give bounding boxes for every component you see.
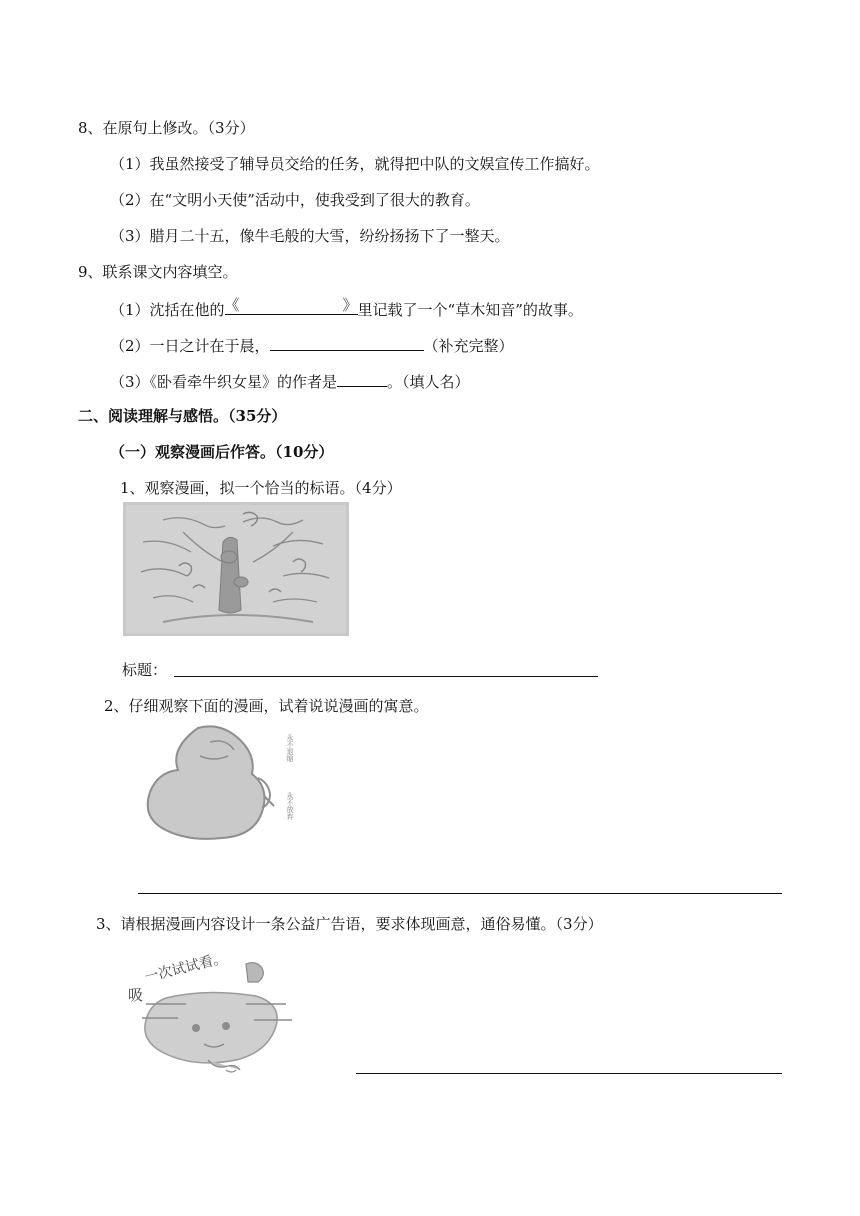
q9-item-3-pre: （3）《卧看牵牛织女星》的作者是 — [110, 373, 338, 391]
book-close-bracket: 》 — [342, 296, 358, 314]
section-2-title: 二、阅读理解与感悟。（35分） — [78, 407, 287, 425]
item-1-prompt: 1、观察漫画，拟一个恰当的标语。（4分） — [120, 479, 402, 497]
item-3-answer-line[interactable] — [356, 1073, 782, 1074]
item-2-prompt: 2、仔细观察下面的漫画，试着说说漫画的寓意。 — [104, 697, 429, 715]
q9-item-3-post: 。（填人名） — [387, 373, 470, 391]
subsection-1-title: （一）观察漫画后作答。（10分） — [110, 443, 334, 461]
q9-item-2 — [110, 334, 514, 356]
title-answer-line[interactable] — [174, 676, 598, 677]
q9-item-2-pre: （2）一日之计在于晨， — [110, 337, 270, 355]
title-answer-row — [122, 660, 167, 680]
cartoon-3-image — [126, 942, 306, 1082]
book-open-bracket: 《 — [224, 296, 240, 314]
item-3-prompt: 3、请根据漫画内容设计一条公益广告语，要求体现画意，通俗易懂。（3分） — [96, 915, 603, 933]
cartoon-2-caption-1: 永不退缩 — [286, 734, 294, 762]
author-blank[interactable] — [337, 370, 387, 387]
item-2-answer-line[interactable] — [138, 893, 782, 894]
cartoon-1-image — [123, 502, 349, 636]
q9-item-1-pre: （1）沈括在他的 — [110, 301, 225, 319]
cartoon-2-caption-2: 永不放弃 — [286, 792, 294, 820]
q8-sentence-2: （2）在“文明小天使”活动中，使我受到了很大的教育。 — [110, 191, 480, 209]
book-title-blank[interactable] — [225, 298, 358, 315]
q9-item-1-post: 里记载了一个“草木知音”的故事。 — [357, 301, 583, 319]
q9-item-2-post: （补充完整） — [423, 337, 514, 355]
q9-item-1 — [110, 298, 583, 320]
q8-sentence-3: （3）腊月二十五，像牛毛般的大雪，纷纷扬扬下了一整天。 — [110, 227, 510, 245]
q9-title: 9、联系课文内容填空。 — [78, 263, 238, 281]
title-label: 标题： — [122, 661, 168, 679]
cartoon-2-image — [140, 722, 300, 842]
q8-title: 8、在原句上修改。（3分） — [78, 119, 255, 137]
cartoon-3-caption-top: 一次试试看。 — [143, 950, 229, 986]
cartoon-3-caption-left: 吸 — [128, 986, 144, 1004]
q9-item-3 — [110, 370, 470, 392]
proverb-blank[interactable] — [270, 334, 424, 351]
q8-sentence-1: （1）我虽然接受了辅导员交给的任务，就得把中队的文娱宣传工作搞好。 — [110, 155, 600, 173]
